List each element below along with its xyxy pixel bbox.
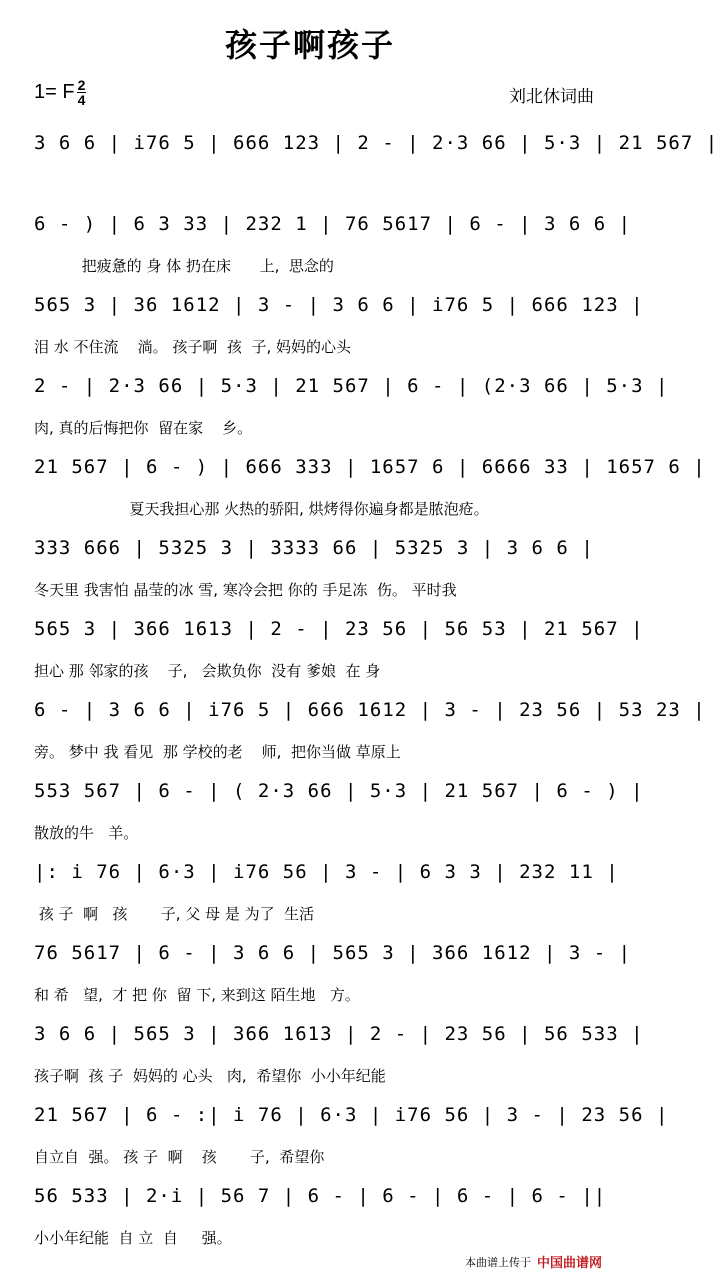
lyrics-line: 肉, 真的后悔把你 留在家 乡。 <box>34 419 253 437</box>
notation-line: 21 567 | 6 - ) | 666 333 | 1657 6 | 6666 33 | 1657 6 | <box>34 456 706 478</box>
key-label: 1= F <box>34 81 75 103</box>
footer <box>465 1252 602 1271</box>
score-system <box>0 211 632 291</box>
notation-line: 56 533 | 2·i | 56 7 | 6 - | 6 - | 6 - | 6 - || <box>34 1185 607 1207</box>
composer-credit: 刘北休词曲 <box>509 87 594 107</box>
lyrics-line: 小小年纪能 自 立 自 强。 <box>34 1229 232 1247</box>
time-signature-bottom: 4 <box>77 92 86 108</box>
notation-line: 21 567 | 6 - :| i 76 | 6·3 | i76 56 | 3 - | 23 56 | <box>34 1104 669 1126</box>
score-system <box>0 535 620 615</box>
lyrics-line: 旁。 梦中 我 看见 那 学校的老 师, 把你当做 草原上 <box>34 743 401 761</box>
key-signature <box>34 78 86 107</box>
lyrics-line: 把疲惫的 身 体 扔在床 上, 思念的 <box>34 257 334 275</box>
notation-line: 2 - | 2·3 66 | 5·3 | 21 567 | 6 - | (2·3 66 | 5·3 | <box>34 375 669 397</box>
notation-line: |: i 76 | 6·3 | i76 56 | 3 - | 6 3 3 | 232 11 | <box>34 861 619 883</box>
footer-text: 本曲谱上传于 <box>464 1255 531 1269</box>
score-system <box>0 454 706 534</box>
notation-line: 6 - ) | 6 3 33 | 232 1 | 76 5617 | 6 - | 3 6 6 | <box>34 213 632 235</box>
notation-line: 333 666 | 5325 3 | 3333 66 | 5325 3 | 3 6 6 | <box>34 537 594 559</box>
time-signature <box>77 78 87 107</box>
lyrics-line: 泪 水 不住流 淌。 孩子啊 孩 子, 妈妈的心头 <box>34 338 351 356</box>
time-signature-top: 2 <box>77 77 86 93</box>
notation-line: 565 3 | 36 1612 | 3 - | 3 6 6 | i76 5 | 666 123 | <box>34 294 644 316</box>
score-system <box>0 1021 644 1101</box>
lyrics-line: 冬天里 我害怕 晶莹的冰 雪, 寒冷会把 你的 手足冻 伤。 平时我 <box>34 581 457 599</box>
score-system <box>0 1183 620 1263</box>
score-system <box>0 778 644 858</box>
lyrics-line: 夏天我担心那 火热的骄阳, 烘烤得你遍身都是脓泡疮。 <box>34 500 489 518</box>
notation-line: 6 - | 3 6 6 | i76 5 | 666 1612 | 3 - | 23 56 | 53 23 | <box>34 699 706 721</box>
score-system <box>0 697 706 777</box>
notation-line: 76 5617 | 6 - | 3 6 6 | 565 3 | 366 1612 | 3 - | <box>34 942 632 964</box>
lyrics-line: 自立自 强。 孩 子 啊 孩 子, 希望你 <box>34 1148 325 1166</box>
lyrics-line: 担心 那 邻家的孩 子, 会欺负你 没有 爹娘 在 身 <box>34 662 381 680</box>
notation-line: 3 6 6 | 565 3 | 366 1613 | 2 - | 23 56 | 56 533 | <box>34 1023 644 1045</box>
lyrics-line: 孩 子 啊 孩 子, 父 母 是 为了 生活 <box>34 905 315 923</box>
score-system <box>0 1102 669 1182</box>
lyrics-line: 和 希 望, 才 把 你 留 下, 来到这 陌生地 方。 <box>34 986 360 1004</box>
score-system <box>0 373 669 453</box>
notation-line: 3 6 6 | i76 5 | 666 123 | 2 - | 2·3 66 | 5·3 | 21 567 | <box>34 132 718 154</box>
notation-line: 565 3 | 366 1613 | 2 - | 23 56 | 56 53 | 21 567 | <box>34 618 644 640</box>
score-system <box>0 292 644 372</box>
score-system <box>0 859 620 939</box>
score-system <box>0 130 718 210</box>
score-system <box>0 616 644 696</box>
song-title: 孩子啊孩子 <box>224 26 395 64</box>
score-system <box>0 940 632 1020</box>
lyrics-line: 散放的牛 羊。 <box>34 824 139 842</box>
site-logo: 中国曲谱网 <box>536 1256 602 1271</box>
notation-line: 553 567 | 6 - | ( 2·3 66 | 5·3 | 21 567 | 6 - ) | <box>34 780 644 802</box>
lyrics-line: 孩子啊 孩 子 妈妈的 心头 肉, 希望你 小小年纪能 <box>34 1067 386 1085</box>
